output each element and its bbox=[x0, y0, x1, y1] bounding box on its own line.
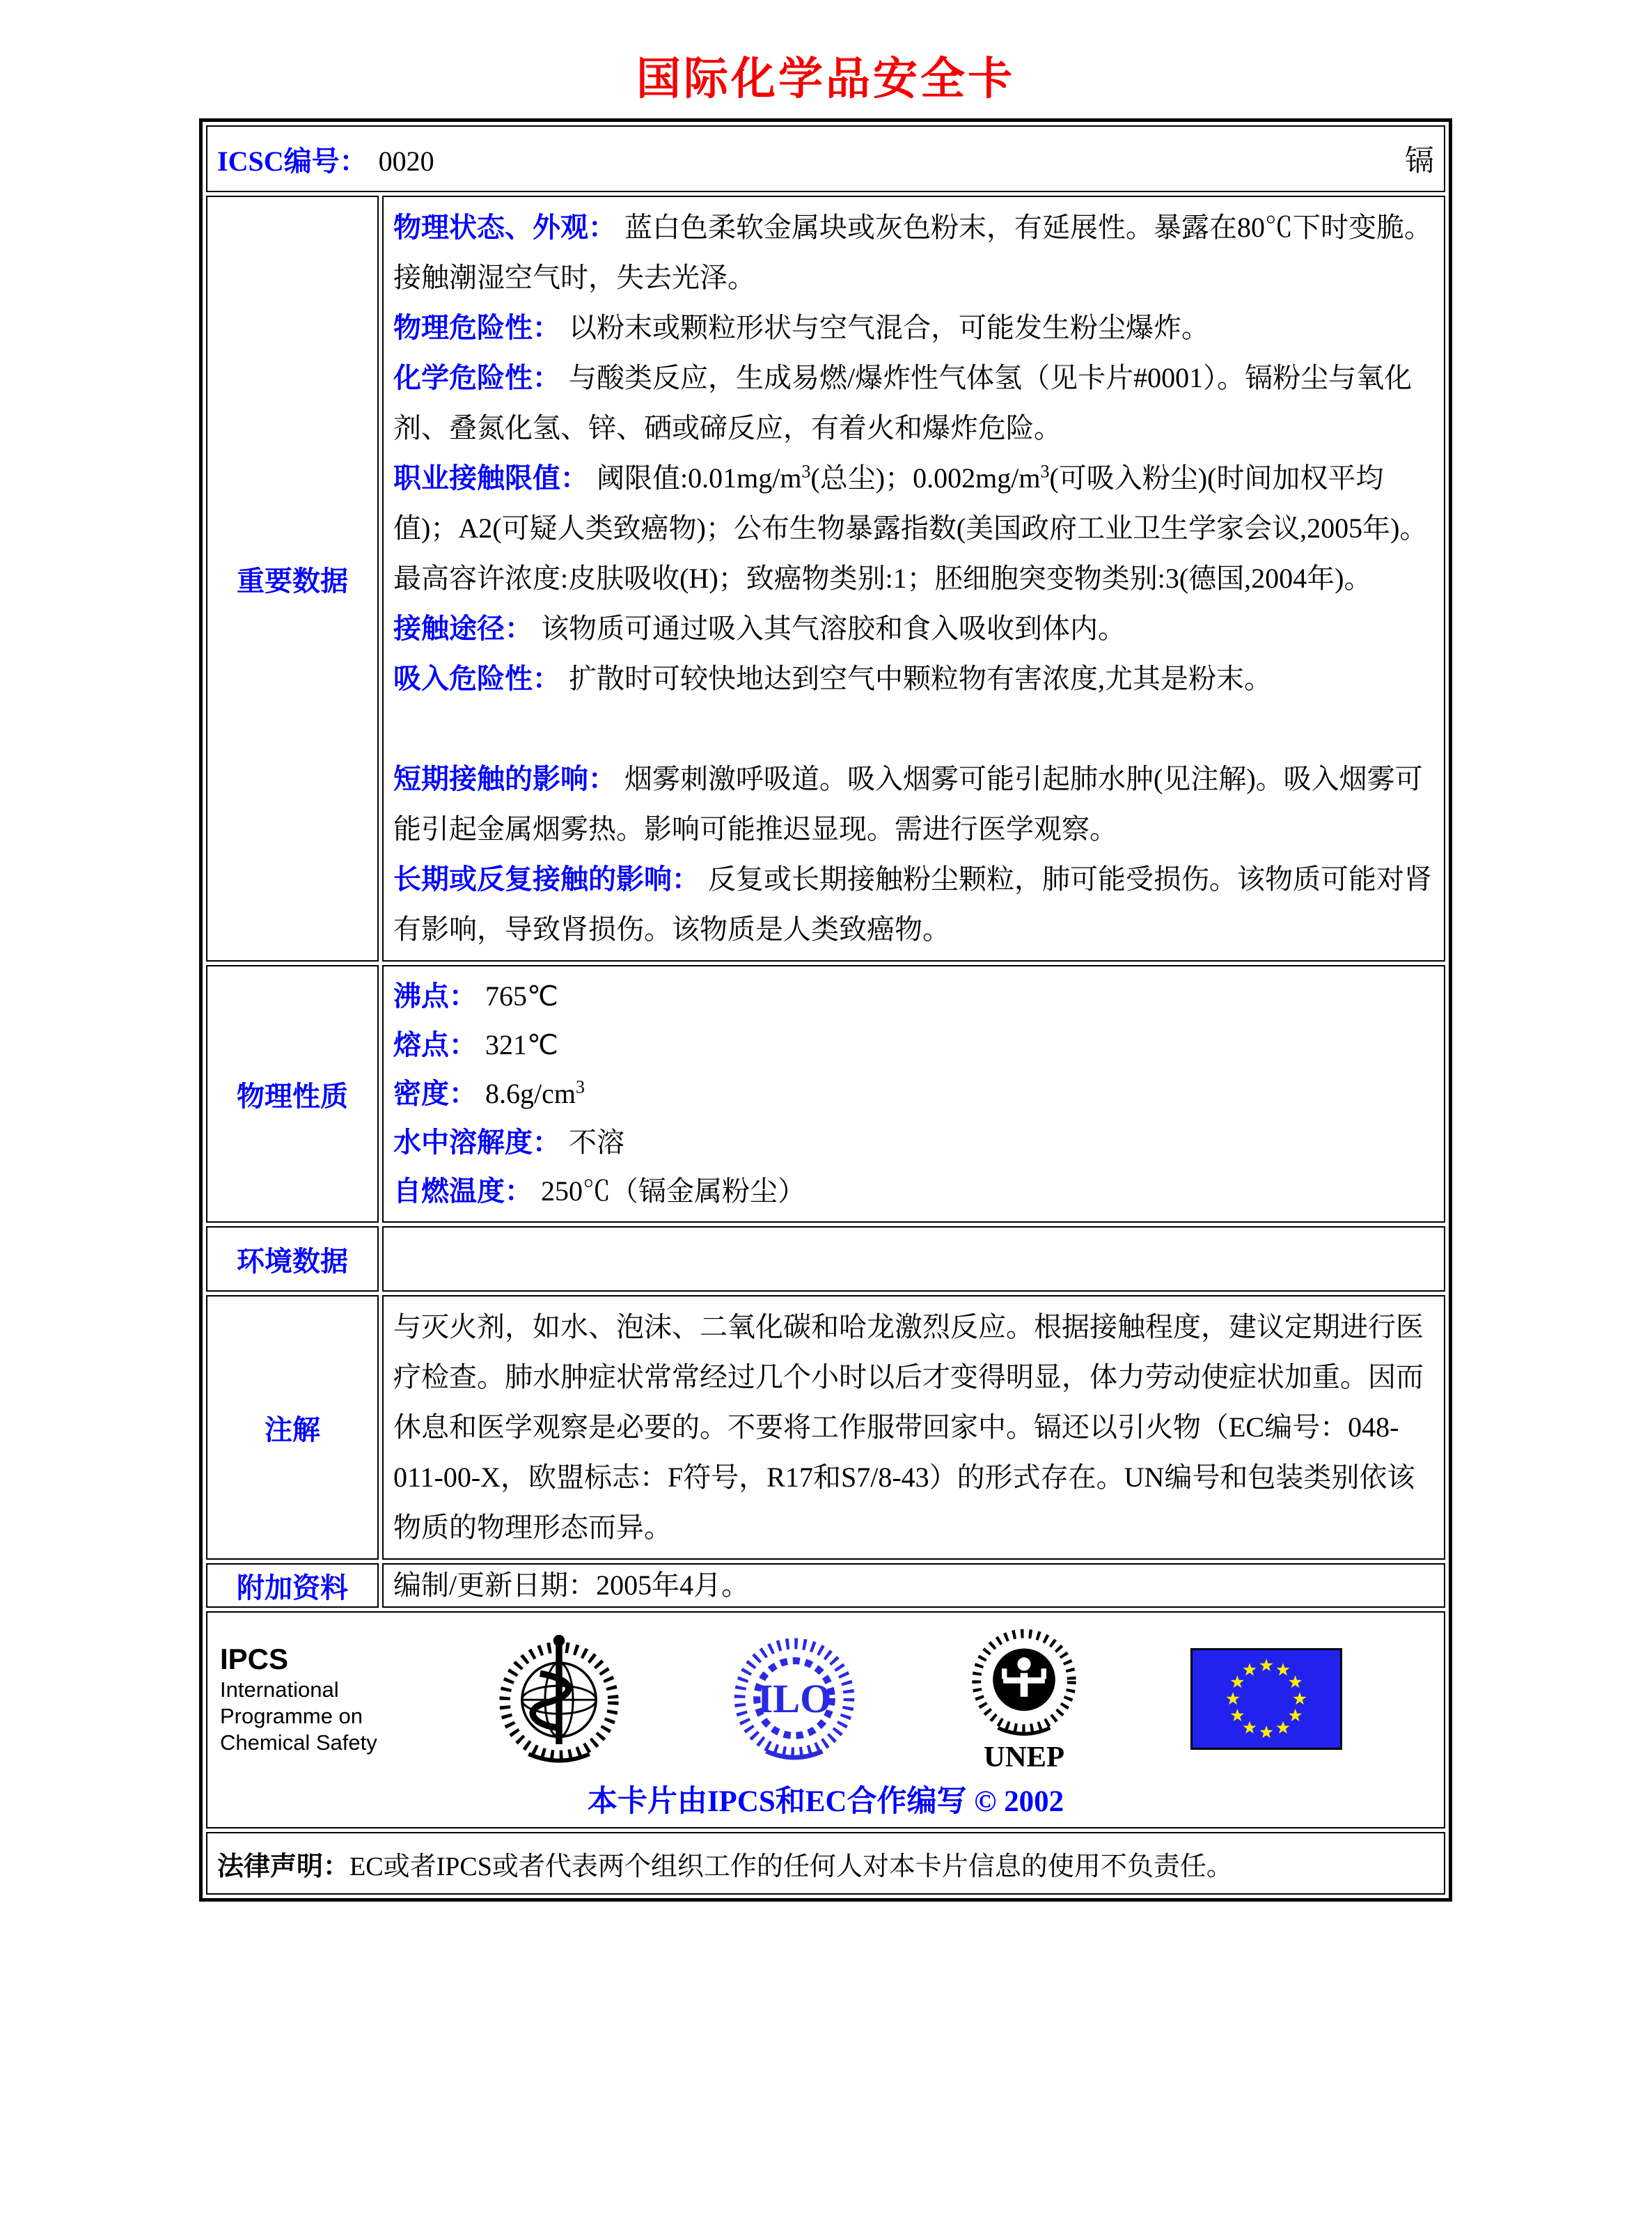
section-label-notes: 注解 bbox=[206, 1295, 379, 1560]
legal-cell bbox=[206, 1832, 1445, 1895]
section-content-physical bbox=[382, 965, 1445, 1223]
notes-row bbox=[206, 1295, 1445, 1560]
ilo-logo-text: ILO bbox=[757, 1676, 832, 1722]
footer-caption: 本卡片由IPCS和EC合作编写 © 2002 bbox=[587, 1785, 1064, 1818]
eu-flag-icon bbox=[1190, 1648, 1342, 1750]
important-data-row bbox=[206, 196, 1445, 962]
logos-cell bbox=[206, 1611, 1445, 1828]
legal-text: EC或者IPCS或者代表两个组织工作的任何人对本卡片信息的使用不负责任。 bbox=[349, 1851, 1233, 1881]
paragraph: 短期接触的影响： 烟雾刺激呼吸道。吸入烟雾可能引起肺水肿(见注解)。吸入烟雾可能引起金属烟雾热。影响可能推迟显现。需进行医学观察。 bbox=[393, 763, 1423, 845]
section-content-additional bbox=[382, 1563, 1445, 1608]
who-logo-icon bbox=[497, 1631, 621, 1767]
ipcs-acronym: IPCS bbox=[220, 1643, 289, 1675]
section-label-physical: 物理性质 bbox=[206, 965, 379, 1223]
logos-row bbox=[206, 1611, 1445, 1828]
paragraph bbox=[393, 704, 1434, 754]
ilo-logo-icon bbox=[732, 1634, 857, 1764]
section-label-important: 重要数据 bbox=[206, 196, 379, 962]
environmental-data-row bbox=[206, 1226, 1445, 1292]
paragraph: 长期或反复接触的影响： 反复或长期接触粉尘颗粒，肺可能受损伤。该物质可能对肾有影响，导致肾损伤。该物质是人类致癌物。 bbox=[393, 863, 1432, 945]
unep-logo-icon bbox=[968, 1625, 1080, 1773]
paragraph: 自燃温度： 250℃（镉金属粉尘） bbox=[393, 1175, 805, 1207]
section-content-environment bbox=[382, 1226, 1445, 1292]
paragraph: 水中溶解度： 不溶 bbox=[393, 1127, 624, 1158]
paragraph: 编制/更新日期：2005年4月。 bbox=[393, 1569, 750, 1601]
paragraph: 熔点： 321℃ bbox=[393, 1029, 558, 1060]
paragraph: 化学危险性： 与酸类反应，生成易燃/爆炸性气体氢（见卡片#0001）。镉粉尘与氧化剂、叠氮化氢、锌、硒或碲反应，有着火和爆炸危险。 bbox=[393, 362, 1413, 444]
page-title: 国际化学品安全卡 bbox=[636, 54, 1015, 104]
logos-strip bbox=[216, 1622, 1435, 1773]
physical-properties-row bbox=[206, 965, 1445, 1223]
ipcs-text-block bbox=[220, 1642, 386, 1756]
section-content-important bbox=[382, 196, 1445, 962]
section-label-additional: 附加资料 bbox=[206, 1563, 379, 1608]
additional-info-row bbox=[206, 1563, 1445, 1608]
header-cell bbox=[206, 125, 1445, 192]
icsc-number-group bbox=[217, 139, 434, 179]
paragraph: 物理危险性： 以粉末或颗粒形状与空气混合，可能发生粉尘爆炸。 bbox=[393, 312, 1209, 343]
paragraph: 物理状态、外观： 蓝白色柔软金属块或灰色粉末，有延展性。暴露在80℃下时变脆。接触潮湿空气时，失去光泽。 bbox=[393, 212, 1432, 293]
paragraph: 沸点： 765℃ bbox=[393, 980, 558, 1012]
icsc-number-label: ICSC编号： bbox=[217, 145, 368, 177]
legal-row bbox=[206, 1832, 1445, 1895]
paragraph: 职业接触限值： 阈限值$:0.01mg/m^3$(总尘)；$0.002mg/m^3$(可吸入粉尘)(时间加权平均值)；A2(可疑人类致癌物)；公布生物暴露指数(美国政府工业卫生学家会议,2005年)。最高容许浓度:皮肤吸收(H)；致癌物类别:1；胚细胞突变物类别:3(德国,2004年)。 bbox=[393, 461, 1428, 594]
icsc-number-value: 0020 bbox=[378, 145, 434, 177]
legal-label: 法律声明： bbox=[217, 1851, 350, 1881]
section-label-environment: 环境数据 bbox=[206, 1226, 379, 1292]
ipcs-line-2: Programme on bbox=[220, 1704, 363, 1728]
header-row bbox=[206, 125, 1445, 192]
paragraph: 密度： $8.6g/cm^3$ bbox=[393, 1076, 585, 1109]
chemical-name: 镉 bbox=[1404, 146, 1434, 178]
paragraph: 接触途径： 该物质可通过吸入其气溶胶和食入吸收到体内。 bbox=[393, 613, 1126, 644]
paragraph: 吸入危险性： 扩散时可较快地达到空气中颗粒物有害浓度,尤其是粉末。 bbox=[393, 663, 1272, 694]
paragraph: 与灭火剂，如水、泡沫、二氧化碳和哈龙激烈反应。根据接触程度，建议定期进行医疗检查。肺水肿症状常常经过几个小时以后才变得明显，体力劳动使症状加重。因而休息和医学观察是必要的。不要将工作服带回家中。镉还以引火物（EC编号：048-011-00-X，欧盟标志：F符号，R17和S7/8-43）的形式存在。UN编号和包装类别依该物质的物理形态而异。 bbox=[393, 1311, 1424, 1543]
section-content-notes bbox=[382, 1295, 1445, 1560]
icsc-card-table bbox=[199, 118, 1452, 1902]
ipcs-line-1: International bbox=[220, 1677, 339, 1702]
unep-logo-text: UNEP bbox=[983, 1741, 1064, 1773]
ipcs-line-3: Chemical Safety bbox=[220, 1730, 377, 1755]
